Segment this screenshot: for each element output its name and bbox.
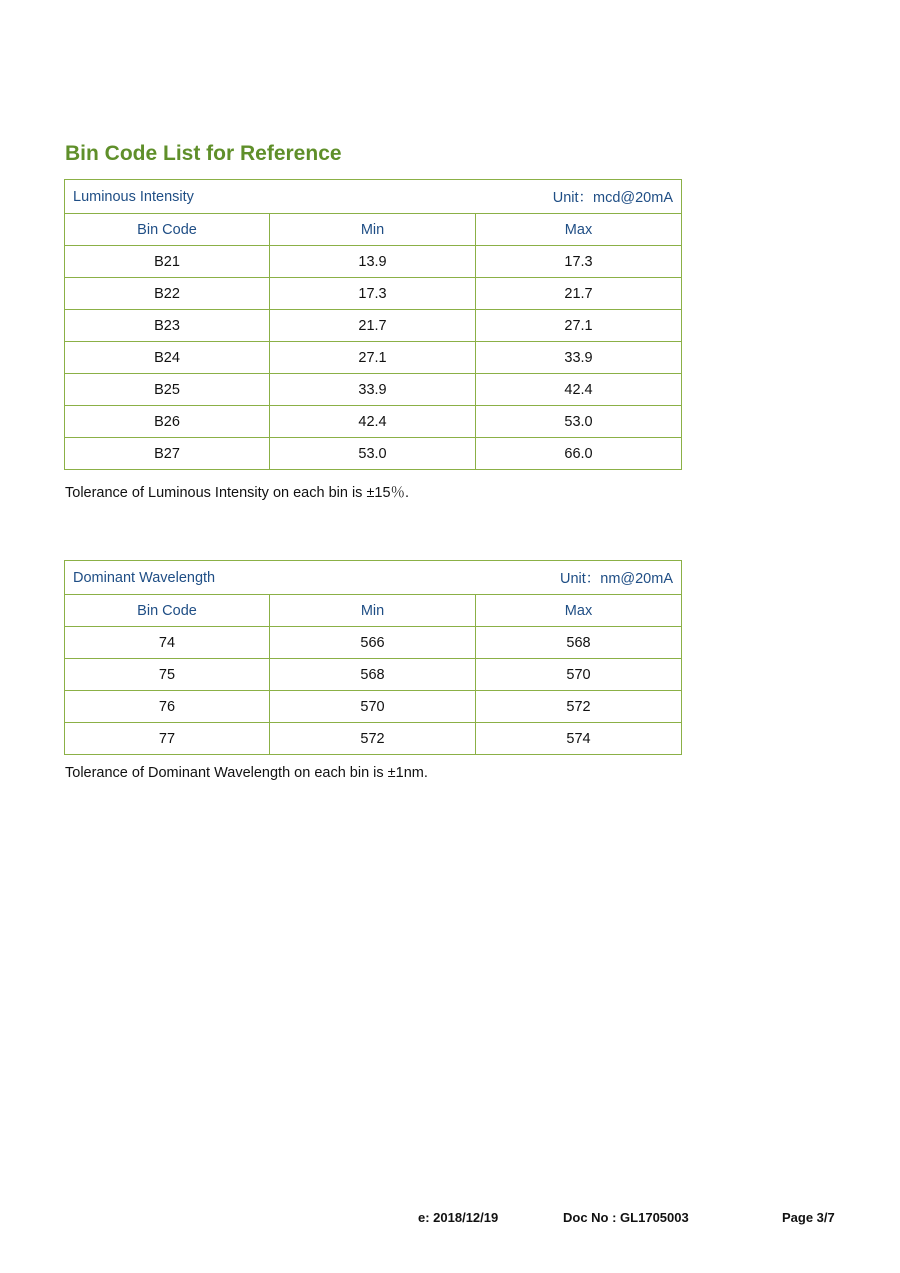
table-unit: Unit：mcd@20mA [552,190,673,206]
column-header-bin-code: Bin Code [65,595,270,627]
max-cell: 53.0 [476,406,682,438]
table-row [65,278,682,310]
table-row [65,342,682,374]
table-row [65,374,682,406]
min-cell: 13.9 [270,246,476,278]
luminous-tolerance-note: Tolerance of Luminous Intensity on each bin is ±15％. [65,485,410,501]
table-row [65,627,682,659]
min-cell: 566 [270,627,476,659]
column-header-min: Min [270,214,476,246]
luminous-intensity-table [64,179,682,470]
min-cell: 27.1 [270,342,476,374]
table-row [65,310,682,342]
bin-code-cell: 77 [65,723,270,755]
min-cell: 570 [270,691,476,723]
bin-code-cell: B24 [65,342,270,374]
min-cell: 33.9 [270,374,476,406]
bin-code-cell: B26 [65,406,270,438]
table-row [65,659,682,691]
table-header-row [65,595,682,627]
max-cell: 66.0 [476,438,682,470]
table-title-row [65,561,682,595]
column-header-min: Min [270,595,476,627]
table-row [65,438,682,470]
bin-code-cell: B22 [65,278,270,310]
wavelength-tolerance-note: Tolerance of Dominant Wavelength on each bin is ±1nm. [65,765,428,781]
max-cell: 33.9 [476,342,682,374]
bin-code-cell: B23 [65,310,270,342]
min-cell: 21.7 [270,310,476,342]
table-row [65,246,682,278]
table-row [65,723,682,755]
table-unit: Unit：nm@20mA [559,571,673,587]
min-cell: 568 [270,659,476,691]
min-cell: 53.0 [270,438,476,470]
footer-page-number: Page 3/7 [782,1210,835,1225]
min-cell: 42.4 [270,406,476,438]
column-header-max: Max [476,214,682,246]
dominant-wavelength-table [64,560,682,755]
footer-date: e: 2018/12/19 [418,1210,499,1225]
page-title: Bin Code List for Reference [65,142,342,165]
max-cell: 21.7 [476,278,682,310]
column-header-max: Max [476,595,682,627]
min-cell: 17.3 [270,278,476,310]
footer-doc-number: Doc No : GL1705003 [563,1210,689,1225]
max-cell: 570 [476,659,682,691]
table-header-row [65,214,682,246]
min-cell: 572 [270,723,476,755]
max-cell: 17.3 [476,246,682,278]
max-cell: 574 [476,723,682,755]
max-cell: 42.4 [476,374,682,406]
table-title: Dominant Wavelength [73,569,216,586]
max-cell: 568 [476,627,682,659]
max-cell: 572 [476,691,682,723]
column-header-bin-code: Bin Code [65,214,270,246]
bin-code-cell: 74 [65,627,270,659]
bin-code-cell: B27 [65,438,270,470]
table-title: Luminous Intensity [73,188,194,205]
bin-code-cell: B21 [65,246,270,278]
bin-code-cell: 76 [65,691,270,723]
table-row [65,691,682,723]
bin-code-cell: B25 [65,374,270,406]
bin-code-cell: 75 [65,659,270,691]
max-cell: 27.1 [476,310,682,342]
table-row [65,406,682,438]
table-title-row [65,180,682,214]
